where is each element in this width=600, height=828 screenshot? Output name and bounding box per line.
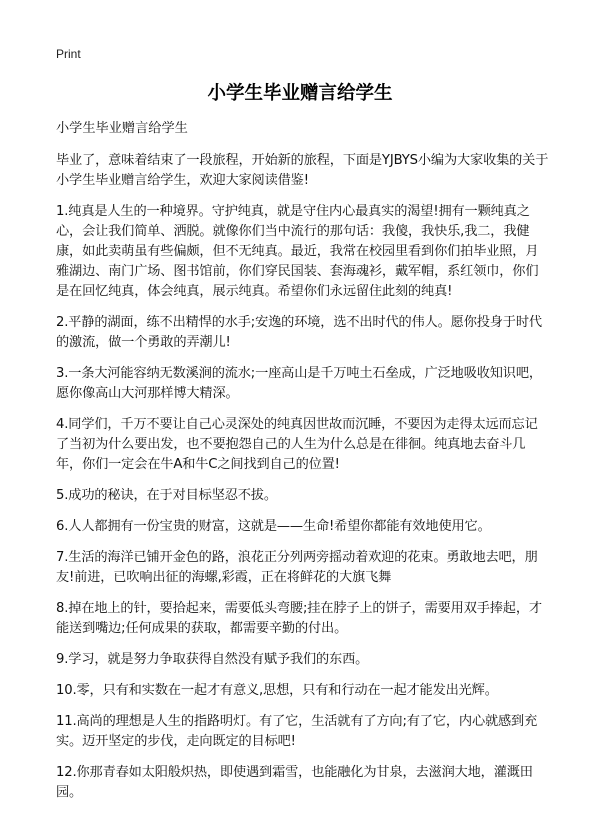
list-item: 11.高尚的理想是人生的指路明灯。有了它，生活就有了方向;有了它，内心就感到充实。迈开坚定的步伐，走向既定的目标吧! [56,714,538,749]
list-item: 4.同学们，千万不要让自己心灵深处的纯真因世故而沉睡，不要因为走得太远而忘记了当初为什么要出发，也不要抱怨自己的人生为什么总是在徘徊。纯真地去奋斗几年，你们一定会在牛A和牛C之间找到自己的位置! [56,417,538,472]
list-item: 2.平静的湖面，练不出精悍的水手;安逸的环境，选不出时代的伟人。愿你投身于时代的激流，做一个勇敢的弄潮儿! [56,315,542,350]
list-item: 12.你那青春如太阳般炽热，即使遇到霜雪，也能融化为甘泉，去滋润大地，灌溉田园。 [56,765,533,800]
list-item: 1.纯真是人生的一种境界。守护纯真，就是守住内心最真实的渴望!拥有一颗纯真之心，会让我们简单、洒脱。就像你们当中流行的那句话：我傻，我快乐,我二，我健康，如此卖萌虽有些偏颇，但不无纯真。最近，我常在校园里看到你们拍毕业照，月雅湖边、南门广场、图书馆前，你们穿民国装、套海魂衫，戴军帽，系红领巾，你们是在回忆纯真，体会纯真，展示纯真。希望你们永远留住此刻的纯真! [56,204,539,299]
list-item: 8.掉在地上的针，要拾起来，需要低头弯腰;挂在脖子上的饼子，需要用双手捧起，才能送到嘴边;任何成果的获取，都需要辛勤的付出。 [56,601,542,636]
print-link[interactable]: Print [56,47,81,61]
list-item: 7.生活的海洋已铺开金色的路，浪花正分列两旁摇动着欢迎的花束。勇敢地去吧，朋友!前进，已吹响出征的海螺,彩霞，正在将鲜花的大旗飞舞 [56,550,538,585]
list-item: 3.一条大河能容纳无数溪涧的流水;一座高山是千万吨土石垒成，广泛地吸收知识吧，愿你像高山大河那样博大精深。 [56,366,542,401]
list-item: 5.成功的秘诀，在于对目标坚忍不拔。 [56,488,277,503]
document-title: 小学生毕业赠言给学生 [207,83,393,104]
list-item: 9.学习，就是努力争取获得自然没有赋予我们的东西。 [56,652,369,667]
document-body [56,119,550,814]
document-subtitle: 小学生毕业赠言给学生 [56,121,188,136]
list-item: 6.人人都拥有一份宝贵的财富，这就是——生命!希望你都能有效地使用它。 [56,519,491,534]
intro-paragraph: 毕业了，意味着结束了一段旅程，开始新的旅程，下面是YJBYS小编为大家收集的关于小学生毕业赠言给学生，欢迎大家阅读借鉴! [56,153,549,188]
list-item: 10.零，只有和实数在一起才有意义,思想，只有和行动在一起才能发出光辉。 [56,683,498,698]
